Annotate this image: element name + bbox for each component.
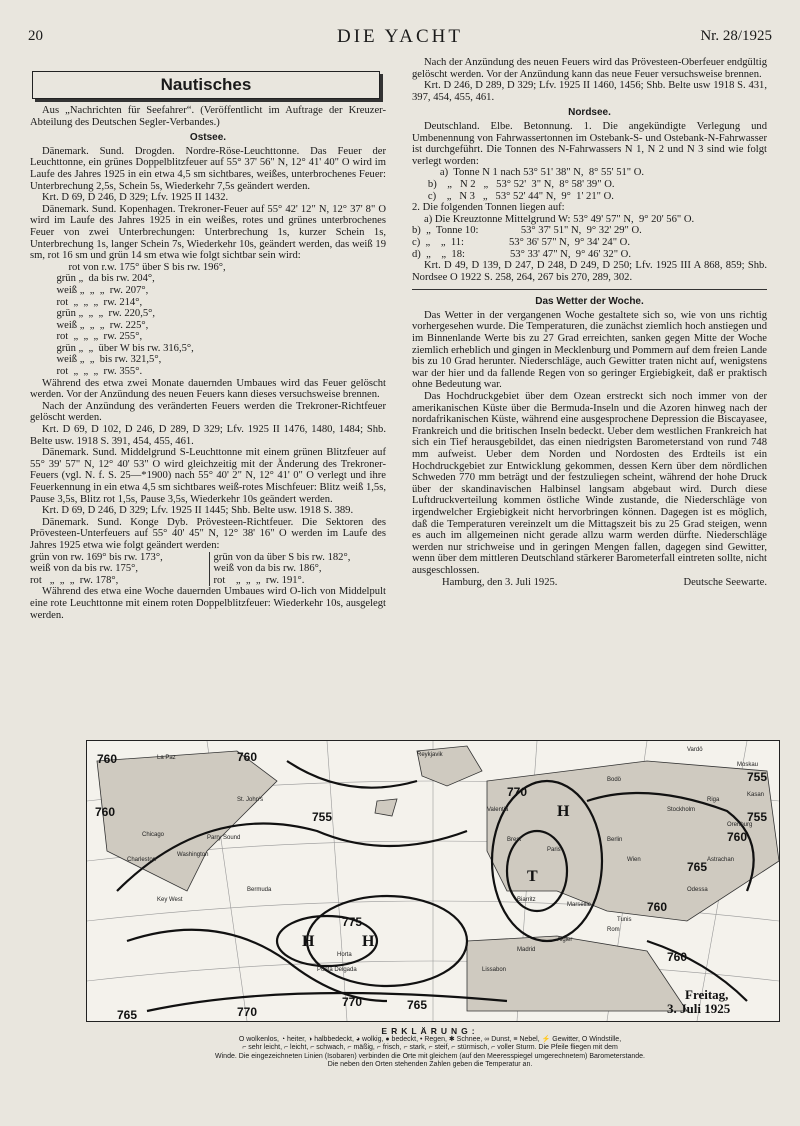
place-label: Riga bbox=[707, 797, 720, 803]
sector-table bbox=[30, 552, 386, 587]
place-label: Lissabon bbox=[482, 967, 507, 973]
sector-table-right: grün von da über S bis rw. 182°, weiß von da bis rw. 186°, rot „ „ „ rw. 191°. bbox=[209, 552, 387, 587]
magazine-title: DIE YACHT bbox=[336, 26, 464, 47]
legend-line: ⌐ sehr leicht, ⌐ leicht, ⌐ schwach, ⌐ mäßig, ⌐ frisch, ⌐ stark, ⌐ steif, ⌐ stürmisch, ⌐ voller Sturm. Die Pfeile fliegen mit dem bbox=[242, 1044, 618, 1051]
reference: Krt. D 69, D 246, D 329; Lfv. 1925 II 1445; Shb. Belte usw. 1918 S. 389. bbox=[42, 505, 354, 517]
paragraph: Dänemark. Sund. Konge Dyb. Prövesteen-Richtfeuer. Die Sektoren des Prövesteen-Unterfeuers auf 55° 40' 45" N, 12° 38' 16" O werden im Laufe des Jahres 1925 etwa wie folgt geändert werden: bbox=[30, 516, 386, 551]
sector-list: rot von r.w. 175° über S bis rw. 196°, grün „ da bis rw. 204°, weiß „ „ „ rw. 207°, rot „ „ „ rw. 214°, grün „ „ „ rw. 220,5°, weiß „ „ „ rw. 225°, rot „ „ „ rw. 255°, grün „ „ über W bis rw. 316,5°, weiß „ „ bis rw. 321,5°, rot „ „ „ rw. 355°. bbox=[56, 261, 226, 378]
isobar-label: 770 bbox=[342, 995, 363, 1009]
isobar-label: 760 bbox=[237, 750, 258, 764]
place-label: Berlin bbox=[607, 837, 623, 843]
isobar-label: 760 bbox=[667, 950, 688, 964]
svg-text:H: H bbox=[362, 933, 375, 950]
place-label: Rom bbox=[607, 927, 620, 933]
weather-title: Das Wetter der Woche. bbox=[535, 296, 644, 308]
place-label: Kasan bbox=[747, 792, 765, 798]
isobar-label: 755 bbox=[747, 770, 768, 784]
isobar-label: 770 bbox=[237, 1005, 258, 1019]
place-label: Parry Sound bbox=[207, 835, 241, 841]
place-label: Marseille bbox=[567, 902, 592, 908]
isobar-label: 760 bbox=[97, 752, 118, 766]
subheading-nordsee: Nordsee. bbox=[568, 107, 611, 119]
isobar-label: 760 bbox=[95, 805, 116, 819]
map-legend bbox=[100, 1027, 760, 1070]
left-column bbox=[30, 70, 386, 621]
map-date-line-2: 3. Juli 1925 bbox=[667, 1001, 731, 1016]
paragraph: Nach der Anzündung des veränderten Feuers werden die Trekroner-Richtfeuer gelöscht werden. bbox=[30, 400, 386, 424]
signature-place: Hamburg, den 3. Juli 1925. bbox=[442, 576, 558, 588]
place-label: Valentia bbox=[487, 807, 509, 813]
right-column bbox=[412, 57, 767, 588]
place-label: Charleston bbox=[127, 857, 157, 863]
paragraph: Dänemark. Sund. Kopenhagen. Trekroner-Feuer auf 55° 42' 12" N, 12° 37' 8" O wird im Laufe des Jahres 1925 in ein weißes, rotes und grünes unterbrochenes Feuer von zwei Unterbrechungen: Unterbrechung 1s, kurzer Schein 1s, Unterbrechung 1s, langer Schein 7s, Wiederkehr 10s, geändert werden, das weiß 19 sm, rot 16 sm und grün 14 sm etwa wie folgt sichtbar sein wird: bbox=[30, 203, 386, 262]
isobar-label: 775 bbox=[342, 915, 363, 929]
place-label: Brest bbox=[507, 837, 522, 843]
paragraph: Deutschland. Elbe. Betonnung. 1. Die angekündigte Verlegung und Umbenennung von Fahrwassertonnen im Ostebank-S- und Ostebank-N-Fahrwasser ist durchgeführt. Die Tonnen des N-Fahrwassers N 1, N 2 und N 3 sind wie folgt verlegt worden: bbox=[412, 120, 767, 167]
place-label: Horta bbox=[337, 952, 352, 958]
legend-line: Die neben den Orten stehenden Zahlen geben die Temperatur an. bbox=[327, 1061, 533, 1068]
place-label: Odessa bbox=[687, 887, 708, 893]
signature-org: Deutsche Seewarte. bbox=[683, 576, 767, 588]
isobar-label: 755 bbox=[312, 810, 333, 824]
place-label: La Paz bbox=[157, 755, 176, 761]
section-title-box: Nautisches bbox=[32, 71, 380, 99]
place-label: Chicago bbox=[142, 832, 165, 838]
paragraph: Während des etwa zwei Monate dauernden Umbaues wird das Feuer gelöscht werden. Vor der Anzündung des neuen Feuers kann dieses versuchsweise brennen. bbox=[30, 377, 386, 401]
place-label: Algier bbox=[557, 937, 573, 943]
place-label: Bodö bbox=[607, 777, 622, 783]
place-label: Biarritz bbox=[517, 897, 536, 903]
intro-text: Aus „Nachrichten für Seefahrer“. (Veröffentlicht im Auftrage der Kreuzer-Abteilung des Deutschen Segler-Verbandes.) bbox=[30, 105, 386, 128]
place-label: Washington bbox=[177, 852, 209, 858]
weather-map-svg bbox=[87, 741, 779, 1021]
legend-title: ERKLÄRUNG: bbox=[381, 1026, 479, 1036]
svg-text:T: T bbox=[527, 868, 538, 885]
weather-map bbox=[86, 740, 780, 1022]
weather-paragraph: Das Wetter in der vergangenen Woche gestaltete sich so, wie von uns richtig vorhergesehen wurde. Die Temperaturen, die zunächst ziemlich hoch anstiegen und im Binnenlande Werte bis zu 27 Grad erreichten, sanken gegen Mitte der Woche ziemlich erheblich und gingen in Mecklenburg und Pommern auf dem freien Lande bis zu 10 Grad herunter. Niederschläge, auch Gewitter traten nicht auf, wenigstens war der hier und da fallende Regen von so geringer Ergiebigkeit, daß er praktisch ohne Bedeutung war. bbox=[412, 309, 767, 391]
landmasses bbox=[97, 746, 779, 1011]
sector-table-left: grün von rw. 169° bis rw. 173°, weiß von da bis rw. 175°, rot „ „ „ rw. 178°, bbox=[30, 551, 163, 586]
map-date-line-1: Freitag, bbox=[685, 987, 729, 1002]
place-label: Stockholm bbox=[667, 807, 696, 813]
isobar-label: 760 bbox=[647, 900, 668, 914]
reference: Krt. D 246, D 289, D 329; Lfv. 1925 II 1460, 1456; Shb. Belte usw 1918 S. 431, 397, 454, 455, 461. bbox=[412, 80, 767, 103]
legend-line: O wolkenlos, ◔ heiter, ◑ halbbedeckt, ◕ wolkig, ● bedeckt, • Regen, ✱ Schnee, ∞ Dunst, ≡ Nebel, ⚡ Gewitter, O Windstille, bbox=[238, 1035, 622, 1043]
place-label: Ponta Delgada bbox=[317, 967, 357, 973]
buoy-list-1: a) Tonne N 1 nach 53° 51' 38" N, 8° 55' 51" O. b) „ N 2 „ 53° 52' 3" N, 8° 58' 39" O. c) „ N 3 „ 53° 52' 44" N, 9° 1' 21" O. bbox=[427, 167, 645, 202]
place-label: Reykjavik bbox=[417, 752, 443, 758]
isobar-label: 760 bbox=[727, 830, 748, 844]
isobar-label: 765 bbox=[687, 860, 708, 874]
legend-line: Winde. Die eingezeichneten Linien (Isobaren) verbinden die Orte mit gleichem (auf den Meeresspiegel umgerechnetem) Barometerstande. bbox=[215, 1052, 645, 1060]
isobar-label: 765 bbox=[407, 998, 428, 1012]
divider bbox=[412, 289, 767, 290]
paragraph: Dänemark. Sund. Middelgrund S-Leuchttonne mit einem grünen Blitzfeuer auf 55° 39' 57" N, 12° 40' 53" O wird gleichzeitig mit der Änderung des Trekroner-Feuers (vgl. N. f. S. 25—*1900) nach 55° 40' 2" N, 12° 41' 0" O verlegt und ihre Feuerkennung in ein etwa 4,5 sm sichtbares weiß-rotes Mischfeuer: Blitz weiß 1,5s, Pause 3,5s, Blitz rot 1,5s, Pause 3,5s, Wiederkehr 10s geändert werden. bbox=[30, 447, 386, 505]
map-date bbox=[667, 987, 731, 1016]
paragraph: 2. Die folgenden Tonnen liegen auf: bbox=[412, 202, 565, 214]
place-label: Tunis bbox=[617, 917, 632, 923]
isobar-label: 765 bbox=[117, 1008, 138, 1021]
isobar-label: 755 bbox=[747, 810, 768, 824]
page-header bbox=[28, 28, 772, 50]
paragraph: Während des etwa eine Woche dauernden Umbaues wird O-lich von Middelpult eine rote Leuchttonne mit einem roten Doppelblitzfeuer: Wiederkehr 10s, ausgelegt werden. bbox=[30, 586, 386, 621]
place-label: Astrachan bbox=[707, 857, 735, 863]
svg-text:H: H bbox=[557, 803, 570, 820]
place-label: Orenburg bbox=[727, 822, 753, 828]
place-label: Wien bbox=[627, 857, 641, 863]
reference: Krt. D 69, D 246, D 329; Lfv. 1925 II 1432. bbox=[42, 192, 229, 204]
place-label: Key West bbox=[157, 897, 183, 903]
reference: Krt. D 49, D 139, D 247, D 248, D 249, D 250; Lfv. 1925 III A 868, 859; Shb. Nordsee O 1922 S. 258, 264, 267 bis 270, 289, 302. bbox=[412, 260, 767, 283]
isobar-label: 770 bbox=[507, 785, 528, 799]
reference: Krt. D 69, D 102, D 246, D 289, D 329; Lfv. 1925 II 1476, 1480, 1484; Shb. Belte usw. 1918 S. 391, 454, 455, 461. bbox=[30, 424, 386, 447]
buoy-list-2: a) Die Kreuztonne Mittelgrund W: 53° 49' 57" N, 9° 20' 56" O. b) „ Tonne 10: 53° 37' 51" N, 9° 32' 29" O. c) „ „ 11: 53° 36' 57" N, 9° 34' 24" O. d) „ „ 18: 53° 33' 47" N, 9° 46' 32" O. bbox=[412, 213, 695, 260]
place-label: Bermuda bbox=[247, 887, 272, 893]
weather-paragraph: Das Hochdruckgebiet über dem Ozean erstreckt sich noch immer von der amerikanischen Küste über die Bermuda-Inseln und die Azoren hinweg nach der nordafrikanischen Küste, während eine ausgesprochene Depression die Biscayasee, Frankreich und die britischen Inseln bedeckt. Ueber dem westlichen Frankreich hat sich ein Tief herausgebildet, das einen niedrigsten Barometerstand von rund 748 mm aufweist. Ueber dem Norden und Nordosten des Erdteils ist ein Hochdruckgebiet zur Entwicklung gekommen, dessen Kern über dem nördlichen Schweden 770 mm beträgt und der festzuliegen scheint, während der hohe Druck über der skandinavischen Halbinsel langsam abgebaut wird. Durch diese Luftdruckverteilung kommen östliche Winde zustande, die Niederschläge von irgendwelcher Ergiebigkeit nicht hervorbringen können. Dagegen ist es möglich, daß die Temperaturen vereinzelt um die Mittagszeit bis zu 25 Grad steigen, wenn es auch im allgemeinen nicht gerade allzu warm werden dürfte. Niederschläge werden nur strichweise und in geringen Mengen fallen, dagegen sind Gewitter, wenn über dem mittleren Deutschland stärkerer Barometerfall eintreten sollte, nicht ausgeschlossen. bbox=[412, 391, 767, 576]
place-label: Paris bbox=[547, 847, 561, 853]
place-label: Vardö bbox=[687, 747, 703, 753]
paragraph: Nach der Anzündung des neuen Feuers wird das Prövesteen-Oberfeuer endgültig gelöscht werden. Vor der Anzündung kann das neue Feuer versuchsweise brennen. bbox=[412, 57, 767, 80]
paragraph: Dänemark. Sund. Drogden. Nordre-Röse-Leuchttonne. Das Feuer der Leuchttonne, ein grünes Doppelblitzfeuer auf 55° 37' 56" N, 12° 41' 40" O wird im Laufe des Jahres 1925 in ein etwa 4,5 sm sichtbares, weißes, unterbrochenes Feuer: Unterbrechung 2,5s, Schein 5s, Wiederkehr 7,5s geändert werden. bbox=[30, 145, 386, 192]
place-label: Moskau bbox=[737, 762, 759, 768]
svg-text:H: H bbox=[302, 933, 315, 950]
page-number: 20 bbox=[28, 28, 43, 44]
signature-line bbox=[412, 577, 767, 589]
place-label: St. John's bbox=[237, 797, 264, 803]
subheading-ostsee: Ostsee. bbox=[189, 132, 227, 144]
place-label: Madrid bbox=[517, 947, 536, 953]
issue-number: Nr. 28/1925 bbox=[700, 28, 772, 44]
